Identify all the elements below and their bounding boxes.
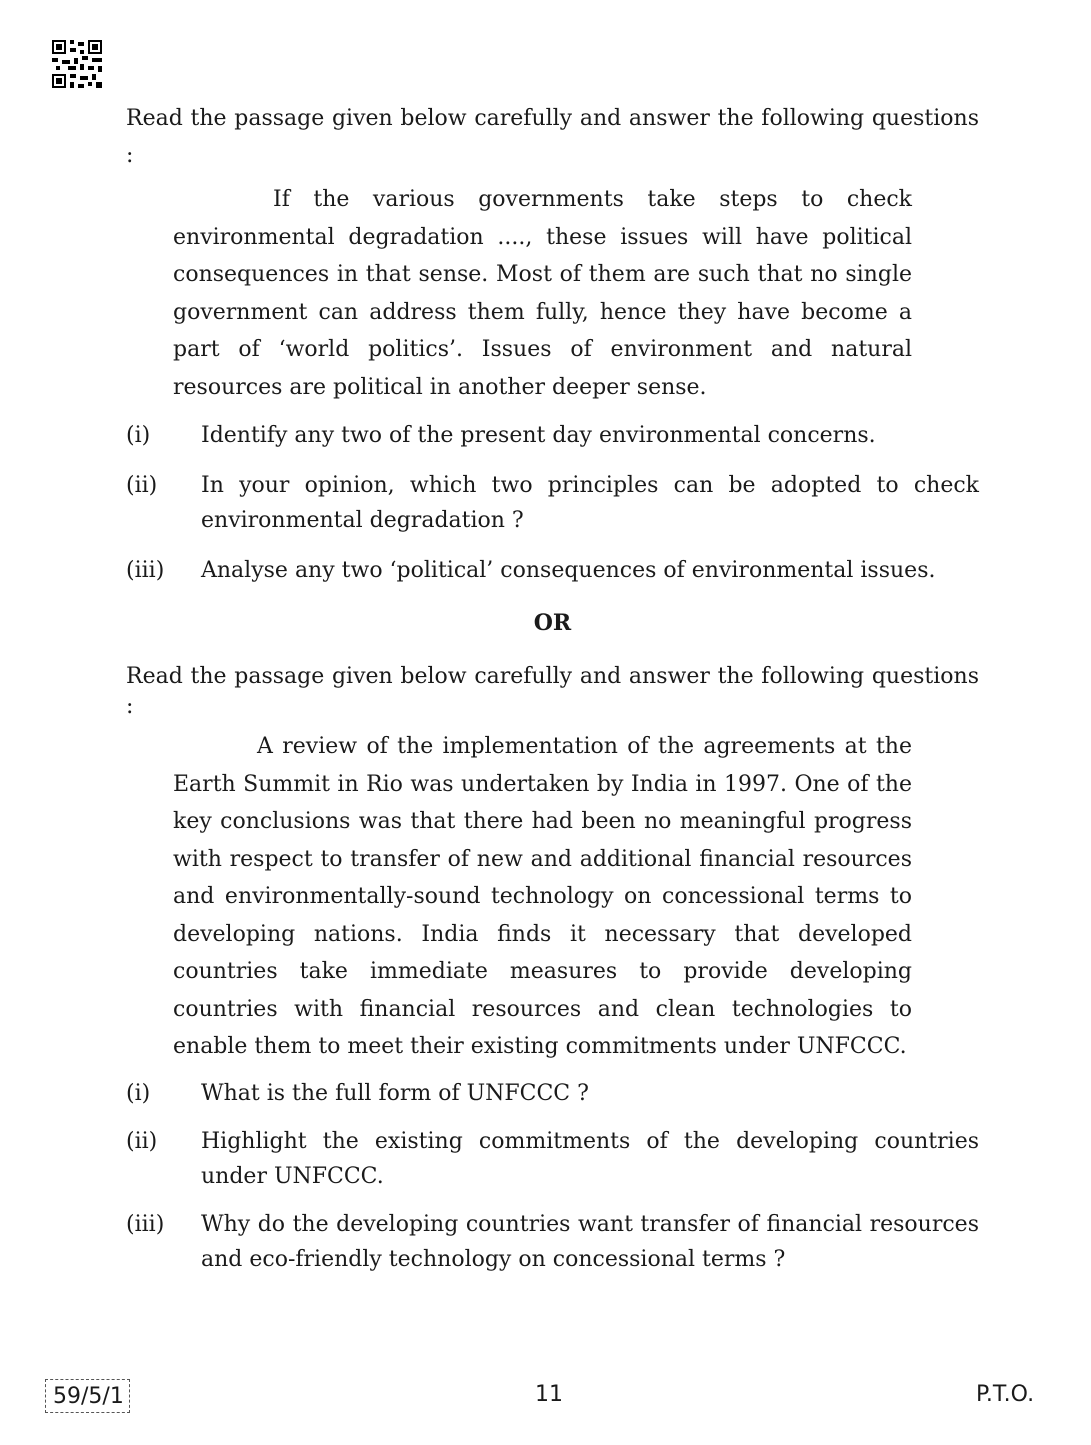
question-number: (ii) — [126, 473, 158, 498]
section-2-question — [126, 1124, 979, 1194]
question-number: (i) — [126, 423, 151, 448]
page-footer — [0, 1376, 1091, 1416]
question-content — [126, 100, 979, 1277]
section-2-question — [126, 1207, 979, 1277]
page-number: 11 — [535, 1382, 563, 1407]
question-number: (i) — [126, 1080, 151, 1106]
section-2-intro: Read the passage given below carefully and answer the following questions : — [126, 664, 979, 719]
question-number: (iii) — [126, 1211, 165, 1237]
paper-code: 59/5/1 — [45, 1379, 130, 1413]
question-number: (ii) — [126, 1128, 158, 1154]
question-text: Highlight the existing commitments of the developing countries under UNFCCC. — [201, 1128, 979, 1189]
section-2-question — [126, 1076, 979, 1111]
section-1-question — [126, 553, 979, 588]
question-number: (iii) — [126, 558, 165, 583]
section-1-question — [126, 468, 979, 538]
or-divider: OR — [533, 610, 572, 636]
qr-code — [52, 40, 102, 88]
question-text: What is the full form of UNFCCC ? — [201, 1080, 589, 1106]
question-text: Identify any two of the present day environmental concerns. — [201, 423, 876, 448]
question-text: Analyse any two ‘political’ consequences of environmental issues. — [201, 558, 936, 583]
section-2-passage: A review of the implementation of the agreements at the Earth Summit in Rio was undertaken by India in 1997. One of the key conclusions was that there had been no meaningful progress with respect to transfer of new and additional financial resources and environmentally-sound technology on concessional terms to developing nations. India finds it necessary that developed countries take immediate measures to provide developing countries with financial resources and clean technologies to enable them to meet their existing commitments under UNFCCC. — [173, 734, 912, 1059]
pto-label: P.T.O. — [976, 1382, 1035, 1407]
section-1-question — [126, 418, 979, 453]
question-text: In your opinion, which two principles can be adopted to check environmental degradation ? — [201, 473, 979, 533]
question-text: Why do the developing countries want transfer of financial resources and eco-friendly technology on concessional terms ? — [201, 1211, 979, 1272]
section-1-passage: If the various governments take steps to check environmental degradation ...., these issues will have political consequences in that sense. Most of them are such that no single government can address them fully, hence they have become a part of ‘world politics’. Issues of environment and natural resources are political in another deeper sense. — [173, 187, 912, 400]
section-1-intro: Read the passage given below carefully and answer the following questions : — [126, 106, 979, 168]
